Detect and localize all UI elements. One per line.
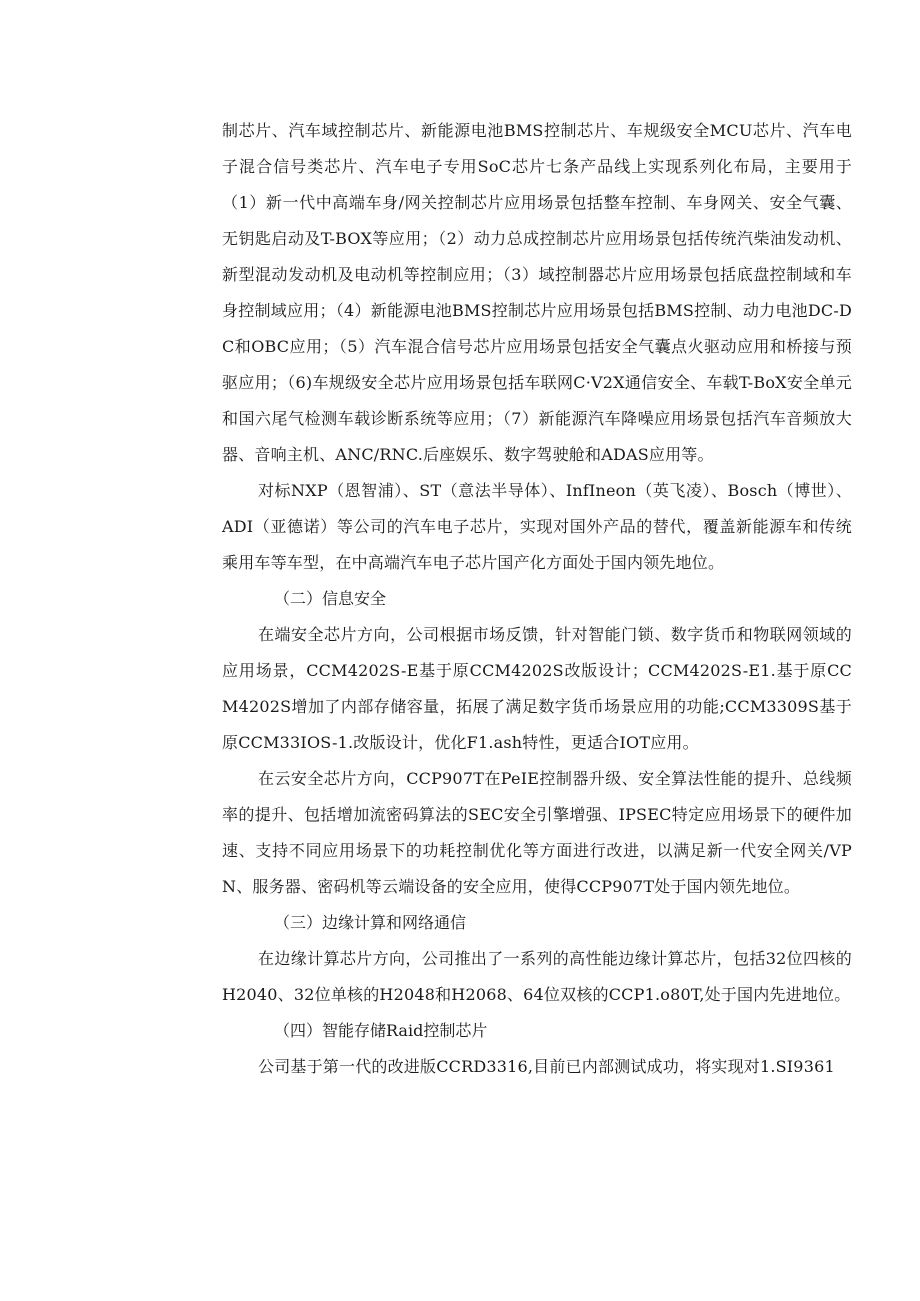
paragraph-cloud-security-chips: 在云安全芯片方向，CCP907T在PeIE控制器升级、安全算法性能的提升、总线频率的提升、包括增加流密码算法的SEC安全引擎增强、IPSEC特定应用场景下的硬件加速、支持不同应用场景下的功耗控制优化等方面进行改进，以满足新一代安全网关/VPN、服务器、密码机等云端设备的安全应用，使得CCP907T处于国内领先地位。 — [222, 769, 852, 896]
paragraph-edge-security-chips: 在端安全芯片方向，公司根据市场反馈，针对智能门锁、数字货币和物联网领域的应用场景，CCM4202S-E基于原CCM4202S改版设计；CCM4202S-E1.基于原CCM4202S增加了内部存储容量，拓展了满足数字货币场景应用的功能;CCM3309S基于原CCM33IOS-1.改版设计，优化F1.ash特性，更适合IOT应用。 — [222, 625, 852, 752]
paragraph-edge-computing-chips: 在边缘计算芯片方向，公司推出了一系列的高性能边缘计算芯片，包括32位四核的H2040、32位单核的H2048和H2068、64位双核的CCP1.o80T,处于国内先进地位。 — [222, 949, 852, 1004]
document-page — [222, 113, 852, 1085]
section-heading-raid-controller: （四）智能存储Raid控制芯片 — [274, 1021, 488, 1040]
section-heading-edge-computing: （三）边缘计算和网络通信 — [274, 913, 467, 932]
section-heading-information-security: （二）信息安全 — [274, 589, 387, 608]
paragraph-raid-controller: 公司基于第一代的改进版CCRD3316,目前已内部测试成功，将实现对1.SI9361 — [258, 1057, 835, 1076]
paragraph-benchmark-competitors: 对标NXP（恩智浦）、ST（意法半导体）、InfIneon（英飞凌）、Bosch（博世）、ADI（亚德诺）等公司的汽车电子芯片，实现对国外产品的替代，覆盖新能源车和传统乘用车等车型，在中高端汽车电子芯片国产化方面处于国内领先地位。 — [222, 481, 852, 572]
paragraph-automotive-product-lines: 制芯片、汽车域控制芯片、新能源电池BMS控制芯片、车规级安全MCU芯片、汽车电子混合信号类芯片、汽车电子专用SoC芯片七条产品线上实现系列化布局，主要用于（1）新一代中高端车身/网关控制芯片应用场景包括整车控制、车身网关、安全气囊、无钥匙启动及T-BOX等应用；（2）动力总成控制芯片应用场景包括传统汽柴油发动机、新型混动发动机及电动机等控制应用；（3）域控制器芯片应用场景包括底盘控制域和车身控制域应用；（4）新能源电池BMS控制芯片应用场景包括BMS控制、动力电池DC-DC和OBC应用；（5）汽车混合信号芯片应用场景包括安全气囊点火驱动应用和桥接与预驱应用；（6)车规级安全芯片应用场景包括车联网C·V2X通信安全、车载T-BoX安全单元和国六尾气检测车载诊断系统等应用；（7）新能源汽车降噪应用场景包括汽车音频放大器、音响主机、ANC/RNC.后座娱乐、数字驾驶舱和ADAS应用等。 — [222, 121, 852, 464]
